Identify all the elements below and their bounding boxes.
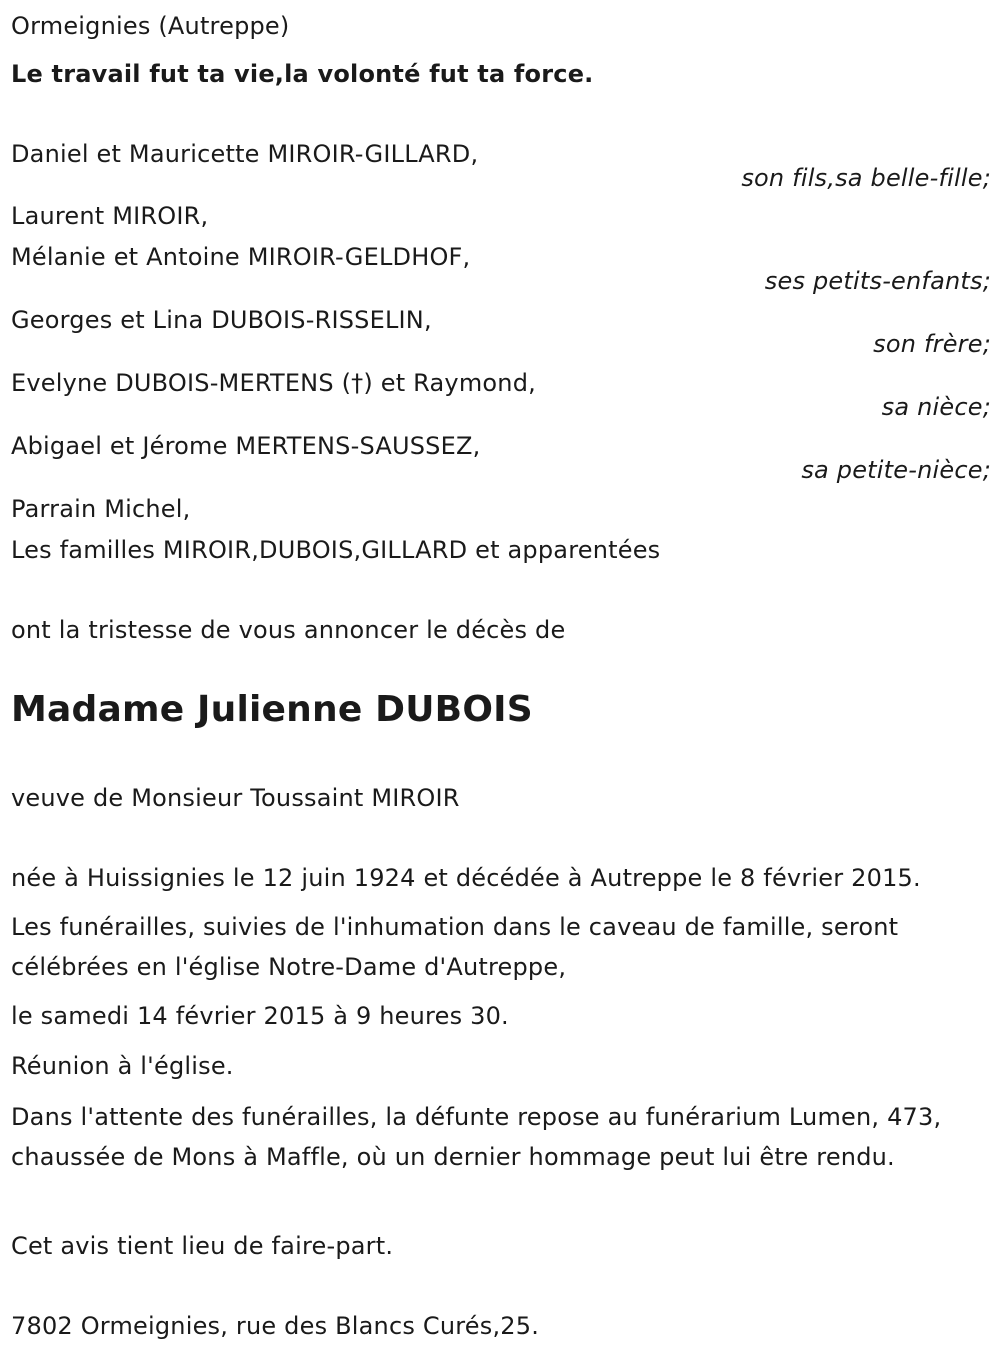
birth-death-text: née à Huissignies le 12 juin 1924 et décédée à Autreppe le 8 février 2015. [11, 864, 921, 892]
family-member-line: Parrain Michel, [11, 495, 191, 523]
announcement-text: ont la tristesse de vous annoncer le décès de [11, 616, 566, 644]
meeting-text: Réunion à l'église. [11, 1052, 234, 1080]
family-member-line: Georges et Lina DUBOIS-RISSELIN, [11, 306, 432, 334]
repose-text: Dans l'attente des funérailles, la défunte repose au funérarium Lumen, 473, chaussée de Mons à Maffle, où un dernier hommage peut lui être rendu. [11, 1103, 942, 1171]
funeral-text: Les funérailles, suivies de l'inhumation dans le caveau de famille, seront célébrées en l'église Notre-Dame d'Autreppe, [11, 913, 899, 981]
family-member-line: Laurent MIROIR, [11, 202, 209, 230]
address-text: 7802 Ormeignies, rue des Blancs Curés,25. [11, 1312, 540, 1340]
widow-of: veuve de Monsieur Toussaint MIROIR [11, 784, 460, 812]
family-relation: son frère; [873, 330, 991, 358]
obituary-notice [11, 0, 991, 1361]
motto: Le travail fut ta vie,la volonté fut ta force. [11, 60, 594, 88]
family-relation: sa nièce; [881, 393, 991, 421]
family-member-line: Daniel et Mauricette MIROIR-GILLARD, [11, 140, 479, 168]
family-member-line: Mélanie et Antoine MIROIR-GELDHOF, [11, 243, 471, 271]
family-member-line: Les familles MIROIR,DUBOIS,GILLARD et apparentées [11, 536, 661, 564]
family-relation: ses petits-enfants; [764, 267, 991, 295]
deceased-name: Madame Julienne DUBOIS [11, 689, 533, 730]
notice-text: Cet avis tient lieu de faire-part. [11, 1232, 394, 1260]
header-location: Ormeignies (Autreppe) [11, 12, 290, 40]
funeral-date: le samedi 14 février 2015 à 9 heures 30. [11, 1002, 509, 1030]
family-relation: son fils,sa belle-fille; [741, 164, 991, 192]
family-relation: sa petite-nièce; [801, 456, 991, 484]
family-member-line: Evelyne DUBOIS-MERTENS (†) et Raymond, [11, 369, 536, 397]
family-member-line: Abigael et Jérome MERTENS-SAUSSEZ, [11, 432, 481, 460]
